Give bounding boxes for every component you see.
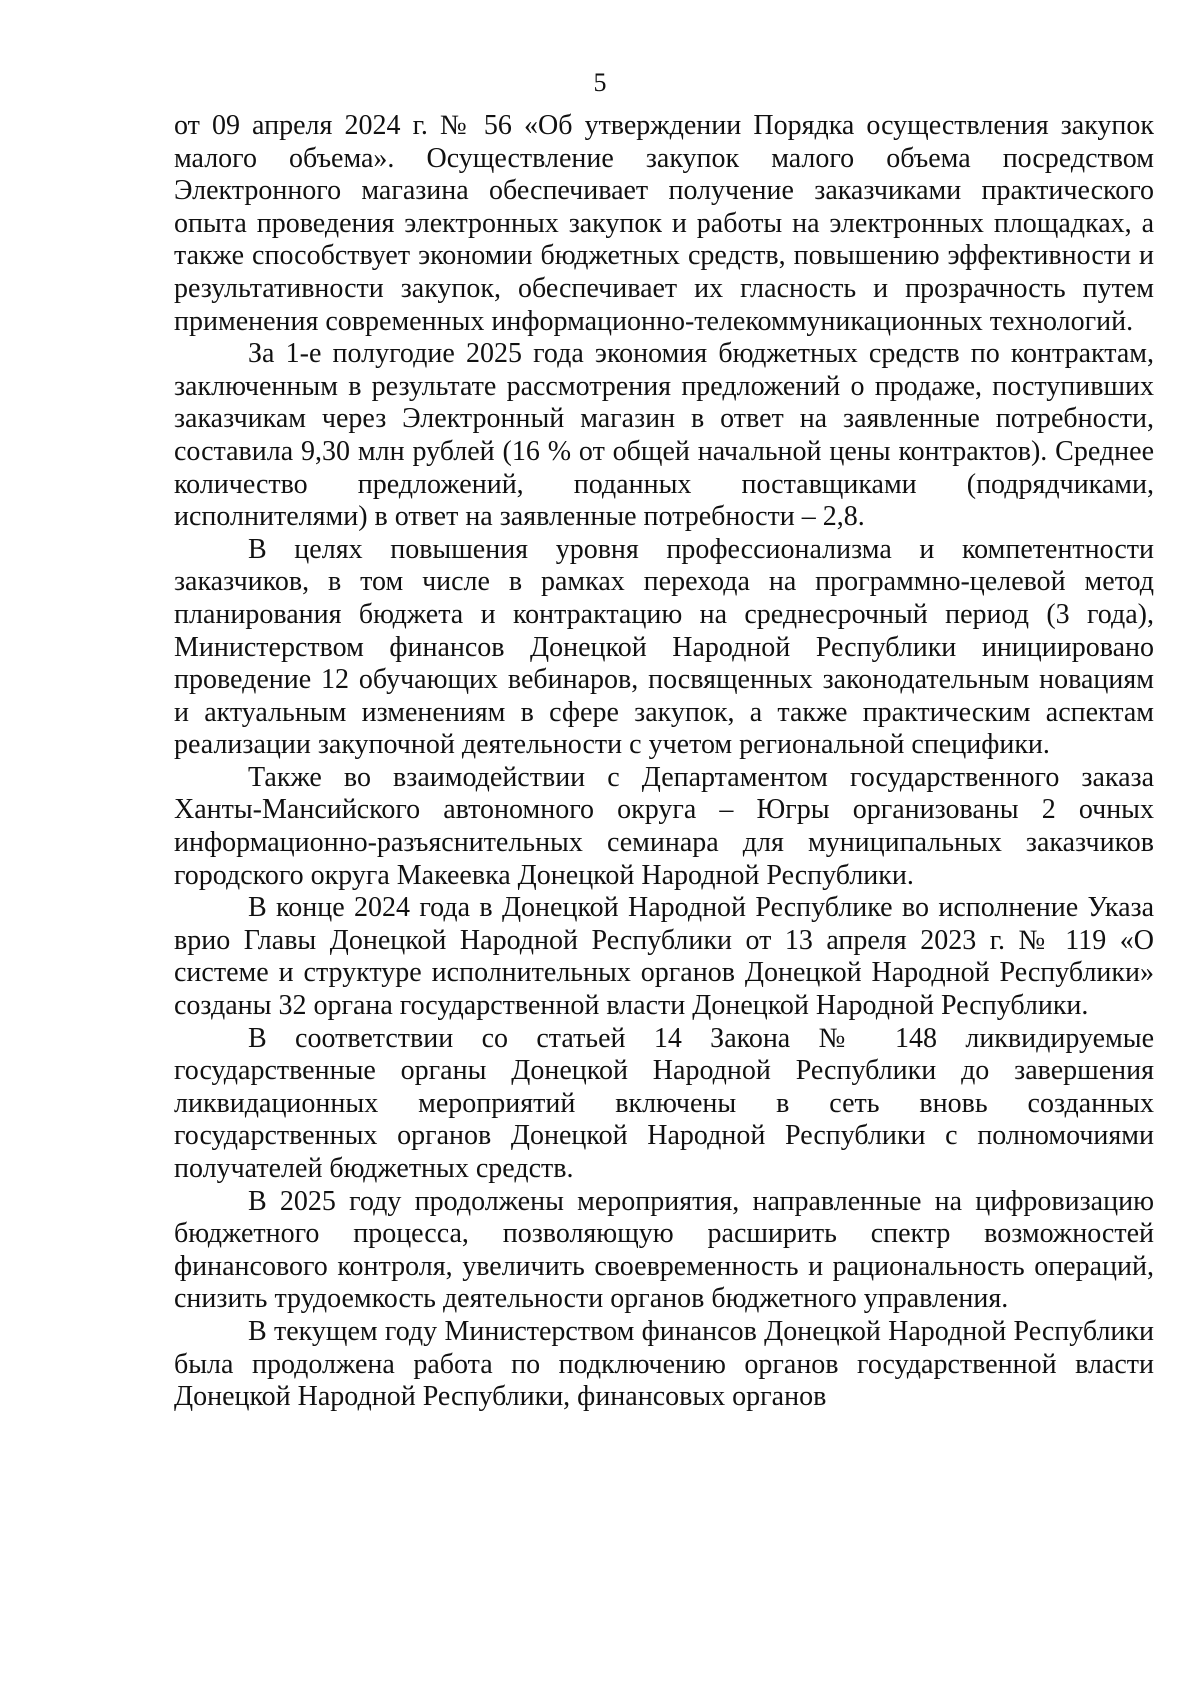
- document-body: [174, 110, 1154, 1414]
- paragraph-procurement-order: от 09 апреля 2024 г. № 56 «Об утверждении Порядка осуществления закупок малого объема». Осуществление закупок малого объема посредством Электронного магазина обеспечивает получение заказчиками практического опыта проведения электронных закупок и работы на электронных площадках, а также способствует экономии бюджетных средств, повышению эффективности и результативности закупок, обеспечивает их гласность и прозрачность путем применения современных информационно-телекоммуникационных технологий.: [174, 110, 1154, 337]
- paragraph-digitalization: В 2025 году продолжены мероприятия, направленные на цифровизацию бюджетного процесса, позволяющую расширить спектр возможностей финансового контроля, увеличить своевременность и рациональность операций, снизить трудоемкость деятельности органов бюджетного управления.: [174, 1185, 1154, 1315]
- paragraph-liquidation: В соответствии со статьей 14 Закона № 148 ликвидируемые государственные органы Донецкой Народной Республики до завершения ликвидационных мероприятий включены в сеть вновь созданных государственных органов Донецкой Народной Республики с полномочиями получателей бюджетных средств.: [174, 1022, 1154, 1184]
- paragraph-connection-work: В текущем году Министерством финансов Донецкой Народной Республики была продолжена работа по подключению органов государственной власти Донецкой Народной Республики, финансовых органов: [174, 1315, 1154, 1413]
- paragraph-webinars: В целях повышения уровня профессионализма и компетентности заказчиков, в том числе в рамках перехода на программно-целевой метод планирования бюджета и контрактацию на среднесрочный период (3 года), Министерством финансов Донецкой Народной Республики инициировано проведение 12 обучающих вебинаров, посвященных законодательным новациям и актуальным изменениям в сфере закупок, а также практическим аспектам реализации закупочной деятельности с учетом региональной специфики.: [174, 533, 1154, 761]
- paragraph-budget-savings: За 1-е полугодие 2025 года экономия бюджетных средств по контрактам, заключенным в результате рассмотрения предложений о продаже, поступивших заказчикам через Электронный магазин в ответ на заявленные потребности, составила 9,30 млн рублей (16 % от общей начальной цены контрактов). Среднее количество предложений, поданных поставщиками (подрядчиками, исполнителями) в ответ на заявленные потребности – 2,8.: [174, 338, 1154, 533]
- page-number: 5: [593, 68, 607, 97]
- paragraph-government-bodies: В конце 2024 года в Донецкой Народной Республике во исполнение Указа врио Главы Донецкой Народной Республики от 13 апреля 2023 г. № 119 «О системе и структуре исполнительных органов Донецкой Народной Республики» созданы 32 органа государственной власти Донецкой Народной Республики.: [174, 892, 1154, 1022]
- paragraph-seminars: Также во взаимодействии с Департаментом государственного заказа Ханты-Мансийского автономного округа – Югры организованы 2 очных информационно-разъяснительных семинара для муниципальных заказчиков городского округа Макеевка Донецкой Народной Республики.: [174, 761, 1154, 891]
